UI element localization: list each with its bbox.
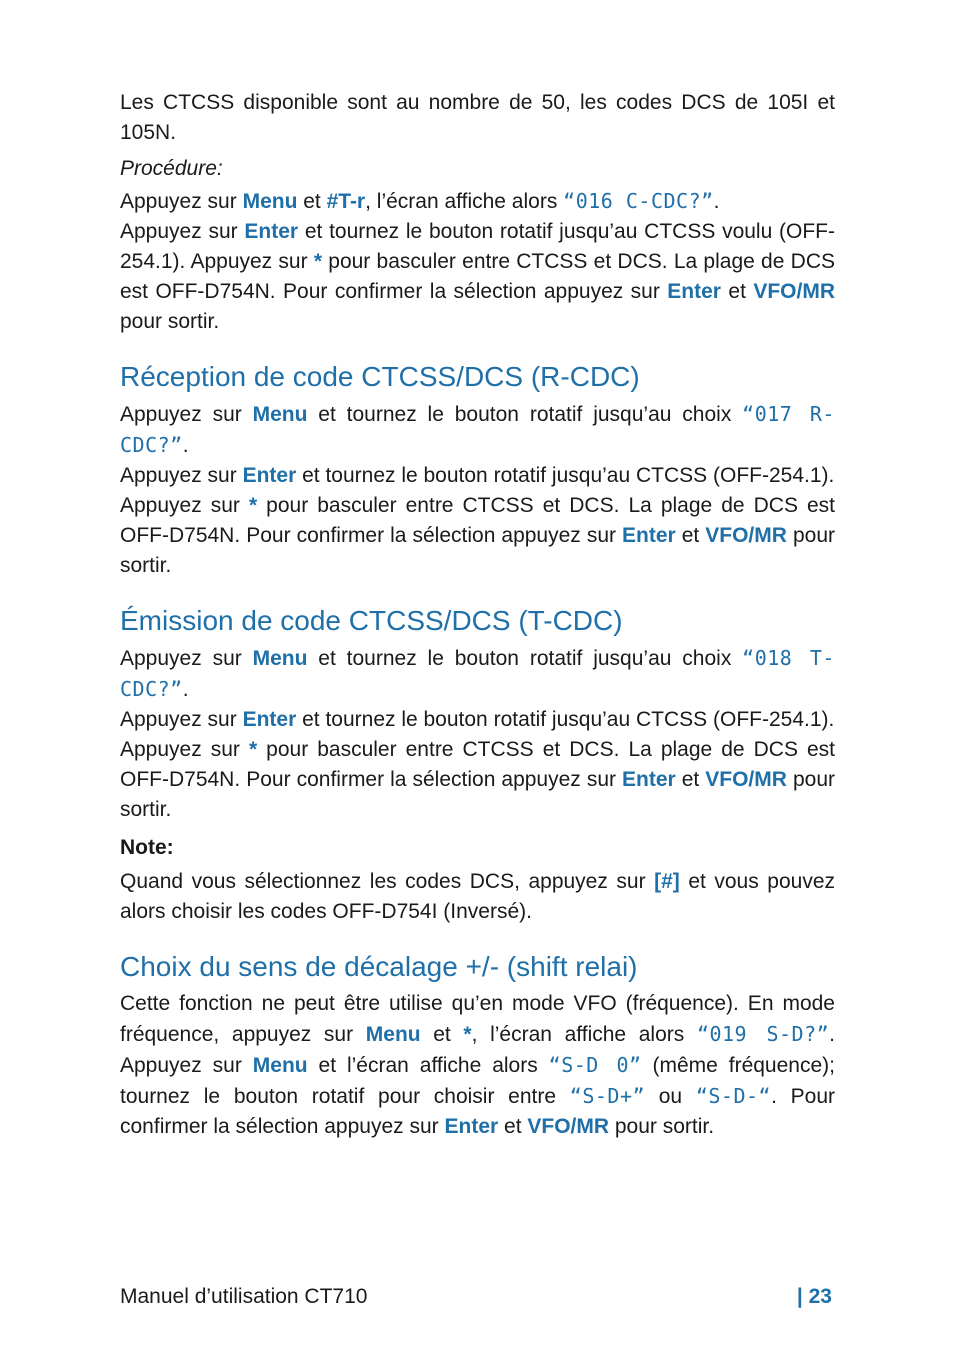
tcdc-line-3: Appuyez sur * pour basculer entre CTCSS et DCS. La plage de DCS est OFF-D754N. Pour confirmer la sélection appuyez sur Enter et VFO/MR pour sortir. bbox=[120, 738, 835, 821]
shift-paragraph: Cette fonction ne peut être utilise qu’en mode VFO (fréquence). En mode fréquence, appuyez sur Menu et *, l’écran affiche alors “019 S-D?”. Appuyez sur Menu et l’écran affiche alors “S-D 0” (même fréquence); tournez le bouton rotatif pour choisir entre “S-D+” ou “S-D-“. Pour confirmer la sélection appuyez sur Enter et VFO/MR pour sortir. bbox=[120, 992, 836, 1138]
key-vfo-mr: VFO/MR bbox=[705, 524, 787, 547]
intro-line-1: Appuyez sur Menu et #T-r, l’écran affiche alors “016 C-CDC?”. bbox=[120, 189, 720, 213]
key-star: * bbox=[248, 494, 258, 517]
rcdc-line-2: Appuyez sur Enter et tournez le bouton rotatif jusqu’au CTCSS (OFF-254.1). bbox=[120, 464, 835, 487]
key-enter: Enter bbox=[667, 280, 721, 303]
heading-rcdc: Réception de code CTCSS/DCS (R-CDC) bbox=[120, 361, 640, 392]
lcd-text: “S-D+” bbox=[569, 1084, 646, 1108]
lcd-text: “S-D-“ bbox=[695, 1084, 772, 1108]
footer-manual-title: Manuel d’utilisation CT710 bbox=[120, 1285, 368, 1308]
key-enter: Enter bbox=[622, 524, 676, 547]
heading-tcdc: Émission de code CTCSS/DCS (T-CDC) bbox=[120, 605, 623, 636]
rcdc-line-1: Appuyez sur Menu et tournez le bouton rotatif jusqu’au choix “017 R-CDC?”. bbox=[120, 402, 835, 457]
page-number: | 23 bbox=[796, 1285, 832, 1308]
lcd-text: “017 R-CDC?” bbox=[120, 402, 835, 457]
intro-paragraph: Les CTCSS disponible sont au nombre de 50, les codes DCS de 105I et 105N. bbox=[120, 91, 835, 144]
key-enter: Enter bbox=[444, 1115, 499, 1138]
key-enter: Enter bbox=[242, 708, 297, 731]
rcdc-line-3: Appuyez sur * pour basculer entre CTCSS et DCS. La plage de DCS est OFF-D754N. Pour confirmer la sélection appuyez sur Enter et VFO/MR pour sortir. bbox=[120, 494, 835, 577]
lcd-text: “019 S-D?” bbox=[696, 1022, 830, 1046]
intro-line-2: Appuyez sur Enter et tournez le bouton rotatif jusqu’au CTCSS voulu (OFF-254.1). Appuyez sur * pour basculer entre CTCSS et DCS. La plage de DCS est OFF-D754N. Pour confirmer la sélection appuyez sur Enter et VFO/MR pour sortir. bbox=[120, 220, 836, 333]
lcd-text: “018 T-CDC?” bbox=[120, 646, 835, 701]
note-title: Note: bbox=[120, 836, 174, 859]
lcd-text: “016 C-CDC?” bbox=[563, 189, 714, 213]
key-vfo-mr: VFO/MR bbox=[705, 768, 787, 791]
key-menu: Menu bbox=[252, 403, 308, 426]
tcdc-line-2: Appuyez sur Enter et tournez le bouton rotatif jusqu’au CTCSS (OFF-254.1). bbox=[120, 708, 835, 731]
heading-shift: Choix du sens de décalage +/- (shift relai) bbox=[120, 951, 638, 982]
key-star: * bbox=[248, 738, 258, 761]
note-text: Quand vous sélectionnez les codes DCS, appuyez sur [#] et vous pouvez alors choisir les codes OFF-D754I (Inversé). bbox=[120, 870, 835, 923]
key-enter: Enter bbox=[244, 220, 299, 243]
procedure-label: Procédure: bbox=[120, 157, 223, 180]
key-enter: Enter bbox=[622, 768, 676, 791]
key-star: * bbox=[463, 1023, 472, 1046]
tcdc-line-1: Appuyez sur Menu et tournez le bouton rotatif jusqu’au choix “018 T-CDC?”. bbox=[120, 646, 835, 701]
page-content bbox=[120, 88, 835, 1142]
key-vfo-mr: VFO/MR bbox=[753, 280, 836, 303]
key-star: * bbox=[313, 250, 323, 273]
key-menu: Menu bbox=[242, 190, 298, 213]
key-menu: Menu bbox=[252, 647, 308, 670]
key-menu: Menu bbox=[365, 1023, 421, 1046]
key-menu: Menu bbox=[252, 1054, 308, 1077]
lcd-text: “S-D 0” bbox=[548, 1053, 642, 1077]
key-hash: [#] bbox=[654, 870, 680, 893]
key-t-r: #T-r bbox=[326, 190, 366, 213]
key-vfo-mr: VFO/MR bbox=[527, 1115, 610, 1138]
key-enter: Enter bbox=[242, 464, 297, 487]
